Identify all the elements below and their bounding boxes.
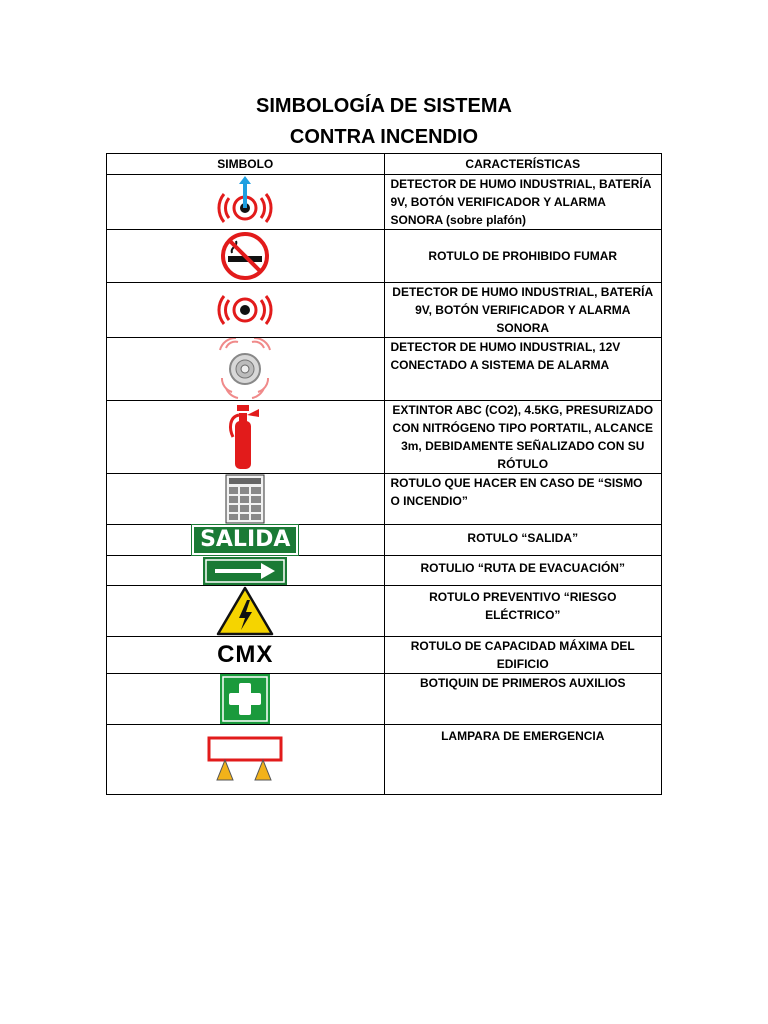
row-description: ROTULO DE CAPACIDAD MÁXIMA DEL EDIFICIO bbox=[384, 637, 662, 674]
table-row bbox=[107, 283, 662, 338]
capacity-sign-icon: CMX bbox=[217, 641, 274, 668]
row-description: ROTULIO “RUTA DE EVACUACIÓN” bbox=[384, 556, 662, 586]
smoke-detector-battery-icon bbox=[215, 176, 275, 228]
smoke-detector-icon bbox=[215, 292, 275, 328]
table-row bbox=[107, 474, 662, 525]
table-row bbox=[107, 230, 662, 283]
table-row bbox=[107, 586, 662, 637]
exit-sign-icon: SALIDA bbox=[192, 525, 298, 555]
wired-smoke-detector-icon bbox=[212, 338, 278, 400]
page-subtitle: CONTRA INCENDIO bbox=[289, 126, 479, 148]
row-description: LAMPARA DE EMERGENCIA bbox=[384, 725, 662, 795]
table-row bbox=[107, 338, 662, 401]
table-row bbox=[107, 175, 662, 230]
row-description: EXTINTOR ABC (CO2), 4.5KG, PRESURIZADO CON NITRÓGENO TIPO PORTATIL, ALCANCE 3m, DEBIDAMENTE SEÑALIZADO CON SU RÓTULO bbox=[384, 401, 662, 474]
row-description: DETECTOR DE HUMO INDUSTRIAL, BATERÍA 9V, BOTÓN VERIFICADOR Y ALARMA SONORA (sobre plafón) bbox=[384, 175, 662, 230]
row-description: DETECTOR DE HUMO INDUSTRIAL, BATERÍA 9V, BOTÓN VERIFICADOR Y ALARMA SONORA bbox=[384, 283, 662, 338]
emergency-lamp-icon bbox=[207, 736, 283, 784]
earthquake-fire-instructions-icon bbox=[225, 474, 265, 524]
fire-extinguisher-icon bbox=[225, 403, 265, 471]
evacuation-route-arrow-icon bbox=[203, 557, 287, 585]
row-description: ROTULO PREVENTIVO “RIESGO ELÉCTRICO” bbox=[384, 586, 662, 637]
header-symbol: SIMBOLO bbox=[107, 154, 385, 175]
no-smoking-icon bbox=[218, 231, 272, 281]
row-description: BOTIQUIN DE PRIMEROS AUXILIOS bbox=[384, 674, 662, 725]
row-description: ROTULO DE PROHIBIDO FUMAR bbox=[384, 230, 662, 283]
row-description: ROTULO “SALIDA” bbox=[384, 525, 662, 556]
table-row bbox=[107, 401, 662, 474]
table-row bbox=[107, 674, 662, 725]
table-row bbox=[107, 525, 662, 556]
table-row bbox=[107, 637, 662, 674]
row-description: DETECTOR DE HUMO INDUSTRIAL, 12V CONECTADO A SISTEMA DE ALARMA bbox=[384, 338, 662, 401]
page-title: SIMBOLOGÍA DE SISTEMA bbox=[256, 95, 512, 117]
first-aid-kit-icon bbox=[220, 674, 270, 724]
symbol-table bbox=[106, 153, 662, 795]
table-row bbox=[107, 725, 662, 795]
header-characteristics: CARACTERÍSTICAS bbox=[384, 154, 662, 175]
electrical-hazard-icon bbox=[216, 586, 274, 636]
table-row bbox=[107, 556, 662, 586]
row-description: ROTULO QUE HACER EN CASO DE “SISMO O INCENDIO” bbox=[384, 474, 662, 525]
